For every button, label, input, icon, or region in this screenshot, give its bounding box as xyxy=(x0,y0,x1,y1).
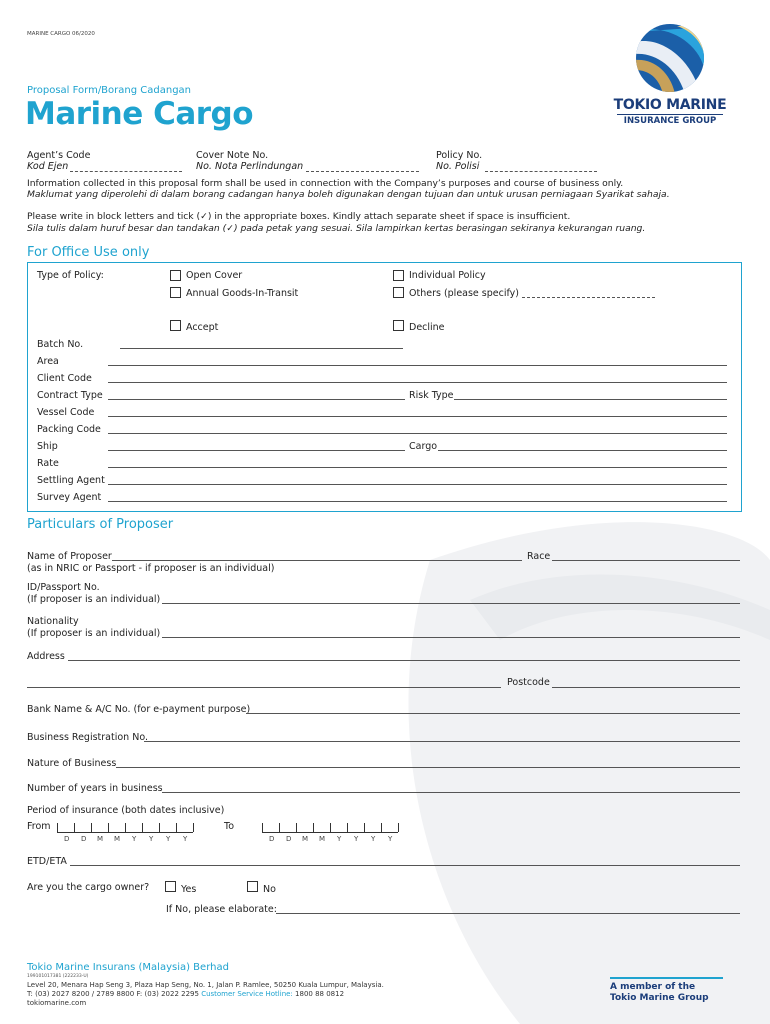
area-field[interactable] xyxy=(108,365,727,366)
to-d1: D xyxy=(269,835,275,843)
packing-code-label: Packing Code xyxy=(37,424,101,435)
footer-contacts xyxy=(27,990,344,998)
ship-label: Ship xyxy=(37,441,58,452)
elaborate-field[interactable] xyxy=(276,913,740,914)
to-y3: Y xyxy=(371,835,376,843)
footer-fax: F: (03) 2022 2295 xyxy=(136,990,199,998)
open-cover-label: Open Cover xyxy=(186,270,243,281)
ship-field[interactable] xyxy=(108,450,405,451)
form-subtitle: Proposal Form/Borang Cadangan xyxy=(27,85,192,96)
others-label: Others (please specify) xyxy=(409,288,519,299)
id-passport-note: (If proposer is an individual) xyxy=(27,594,161,605)
cover-note-label-ms: No. Nota Perlindungan xyxy=(196,161,304,172)
from-m1: M xyxy=(97,835,104,843)
years-label: Number of years in business xyxy=(27,783,163,794)
etd-eta-field[interactable] xyxy=(70,865,740,866)
member-line1: A member of the xyxy=(610,982,696,992)
from-y4: Y xyxy=(183,835,188,843)
policy-no-label: Policy No. xyxy=(436,150,483,161)
elaborate-label: If No, please elaborate: xyxy=(166,904,277,915)
rate-field[interactable] xyxy=(108,467,727,468)
survey-agent-label: Survey Agent xyxy=(37,492,102,503)
policy-type-label: Type of Policy: xyxy=(37,270,104,281)
open-cover-checkbox[interactable] xyxy=(170,270,181,281)
etd-eta-label: ETD/ETA xyxy=(27,856,67,867)
brn-label: Business Registration No. xyxy=(27,732,148,743)
write-instruction-ms: Sila tulis dalam huruf besar dan tandakan (✓) pada petak yang sesuai. Sila lampirkan kertas berasingan sekiranya kekurangan ruang. xyxy=(27,223,646,234)
accept-checkbox[interactable] xyxy=(170,320,181,331)
proposer-heading: Particulars of Proposer xyxy=(27,517,174,532)
from-y3: Y xyxy=(166,835,171,843)
policy-no-field[interactable] xyxy=(485,171,597,172)
to-d2: D xyxy=(286,835,292,843)
to-date-field[interactable] xyxy=(262,822,399,834)
contract-type-field[interactable] xyxy=(108,399,405,400)
footer-registration: 199101017381 (222233-U) xyxy=(27,974,89,979)
office-use-heading: For Office Use only xyxy=(27,245,150,260)
vessel-code-field[interactable] xyxy=(108,416,727,417)
info-notice-ms: Maklumat yang diperolehi di dalam borang cadangan hanya boleh digunakan dengan tujuan dan untuk urusan perniagaan Syarikat sahaja. xyxy=(27,189,670,200)
globe-icon xyxy=(605,22,735,94)
footer-website[interactable]: tokiomarine.com xyxy=(27,999,87,1007)
packing-code-field[interactable] xyxy=(108,433,727,434)
vessel-code-label: Vessel Code xyxy=(37,407,95,418)
from-label: From xyxy=(27,821,51,832)
agent-code-label-ms: Kod Ejen xyxy=(27,161,69,172)
cover-note-field[interactable] xyxy=(306,171,419,172)
footer-hotline-label: Customer Service Hotline: xyxy=(201,990,293,998)
id-passport-label: ID/Passport No. xyxy=(27,582,100,593)
member-rule xyxy=(610,977,723,979)
nature-field[interactable] xyxy=(116,767,740,768)
cargo-field[interactable] xyxy=(438,450,727,451)
risk-type-label: Risk Type xyxy=(409,390,454,401)
others-specify-field[interactable] xyxy=(522,297,655,298)
postcode-label: Postcode xyxy=(507,677,550,688)
page-title: Marine Cargo xyxy=(25,96,254,132)
to-label: To xyxy=(224,821,235,832)
footer-company: Tokio Marine Insurans (Malaysia) Berhad xyxy=(27,962,229,973)
cargo-owner-yes-label: Yes xyxy=(181,884,197,895)
address-field-2[interactable] xyxy=(27,687,501,688)
decline-checkbox[interactable] xyxy=(393,320,404,331)
address-label: Address xyxy=(27,651,65,662)
from-m2: M xyxy=(114,835,121,843)
race-label: Race xyxy=(527,551,551,562)
to-m2: M xyxy=(319,835,326,843)
bank-field[interactable] xyxy=(246,713,740,714)
to-m1: M xyxy=(302,835,309,843)
years-field[interactable] xyxy=(162,792,740,793)
agent-code-label: Agent’s Code xyxy=(27,150,91,161)
bank-label: Bank Name & A/C No. (for e-payment purpose) xyxy=(27,704,251,715)
to-y4: Y xyxy=(388,835,393,843)
individual-policy-checkbox[interactable] xyxy=(393,270,404,281)
annual-git-checkbox[interactable] xyxy=(170,287,181,298)
postcode-field[interactable] xyxy=(552,687,740,688)
accept-label: Accept xyxy=(186,322,219,333)
logo-name: TOKIO MARINE xyxy=(613,97,727,113)
brn-field[interactable] xyxy=(144,741,740,742)
address-field-1[interactable] xyxy=(68,660,740,661)
company-logo xyxy=(605,22,735,126)
footer-hotline: 1800 88 0812 xyxy=(295,990,345,998)
annual-git-label: Annual Goods-In-Transit xyxy=(186,288,299,299)
nationality-field[interactable] xyxy=(162,637,740,638)
agent-code-field[interactable] xyxy=(70,171,182,172)
batch-no-field[interactable] xyxy=(120,348,403,349)
area-label: Area xyxy=(37,356,59,367)
rate-label: Rate xyxy=(37,458,59,469)
contract-type-label: Contract Type xyxy=(37,390,103,401)
from-date-field[interactable] xyxy=(57,822,194,834)
nationality-label: Nationality xyxy=(27,616,79,627)
settling-agent-field[interactable] xyxy=(108,484,727,485)
from-y1: Y xyxy=(132,835,137,843)
nature-label: Nature of Business xyxy=(27,758,117,769)
member-line2: Tokio Marine Group xyxy=(610,993,709,1003)
footer-address: Level 20, Menara Hap Seng 3, Plaza Hap Seng, No. 1, Jalan P. Ramlee, 50250 Kuala Lumpur, Malaysia. xyxy=(27,981,384,989)
form-code: MARINE CARGO 06/2020 xyxy=(27,31,95,37)
batch-no-label: Batch No. xyxy=(37,339,84,350)
from-d2: D xyxy=(81,835,87,843)
cargo-label: Cargo xyxy=(409,441,438,452)
client-code-label: Client Code xyxy=(37,373,92,384)
write-instruction: Please write in block letters and tick (✓) in the appropriate boxes. Kindly attach separate sheet if space is insufficient. xyxy=(27,211,571,222)
from-y2: Y xyxy=(149,835,154,843)
to-y2: Y xyxy=(354,835,359,843)
proposer-name-label: Name of Proposer xyxy=(27,551,112,562)
footer-tel: T: (03) 2027 8200 / 2789 8800 xyxy=(27,990,135,998)
cover-note-label: Cover Note No. xyxy=(196,150,269,161)
individual-policy-label: Individual Policy xyxy=(409,270,486,281)
cargo-owner-yes-checkbox[interactable] xyxy=(165,881,176,892)
race-field[interactable] xyxy=(552,560,740,561)
info-notice: Information collected in this proposal form shall be used in connection with the Company’s purposes and course of business only. xyxy=(27,178,624,189)
period-label: Period of insurance (both dates inclusive) xyxy=(27,805,225,816)
decline-label: Decline xyxy=(409,322,445,333)
proposer-name-note: (as in NRIC or Passport - if proposer is an individual) xyxy=(27,563,275,574)
others-checkbox[interactable] xyxy=(393,287,404,298)
survey-agent-field[interactable] xyxy=(108,501,727,502)
cargo-owner-no-checkbox[interactable] xyxy=(247,881,258,892)
office-use-box xyxy=(27,262,742,512)
client-code-field[interactable] xyxy=(108,382,727,383)
logo-group: INSURANCE GROUP xyxy=(617,114,723,126)
proposer-name-field[interactable] xyxy=(112,560,522,561)
settling-agent-label: Settling Agent xyxy=(37,475,105,486)
policy-no-label-ms: No. Polisi xyxy=(436,161,480,172)
to-y1: Y xyxy=(337,835,342,843)
from-d1: D xyxy=(64,835,70,843)
nationality-note: (If proposer is an individual) xyxy=(27,628,161,639)
risk-type-field[interactable] xyxy=(454,399,727,400)
cargo-owner-question: Are you the cargo owner? xyxy=(27,882,150,893)
id-passport-field[interactable] xyxy=(162,603,740,604)
cargo-owner-no-label: No xyxy=(263,884,276,895)
